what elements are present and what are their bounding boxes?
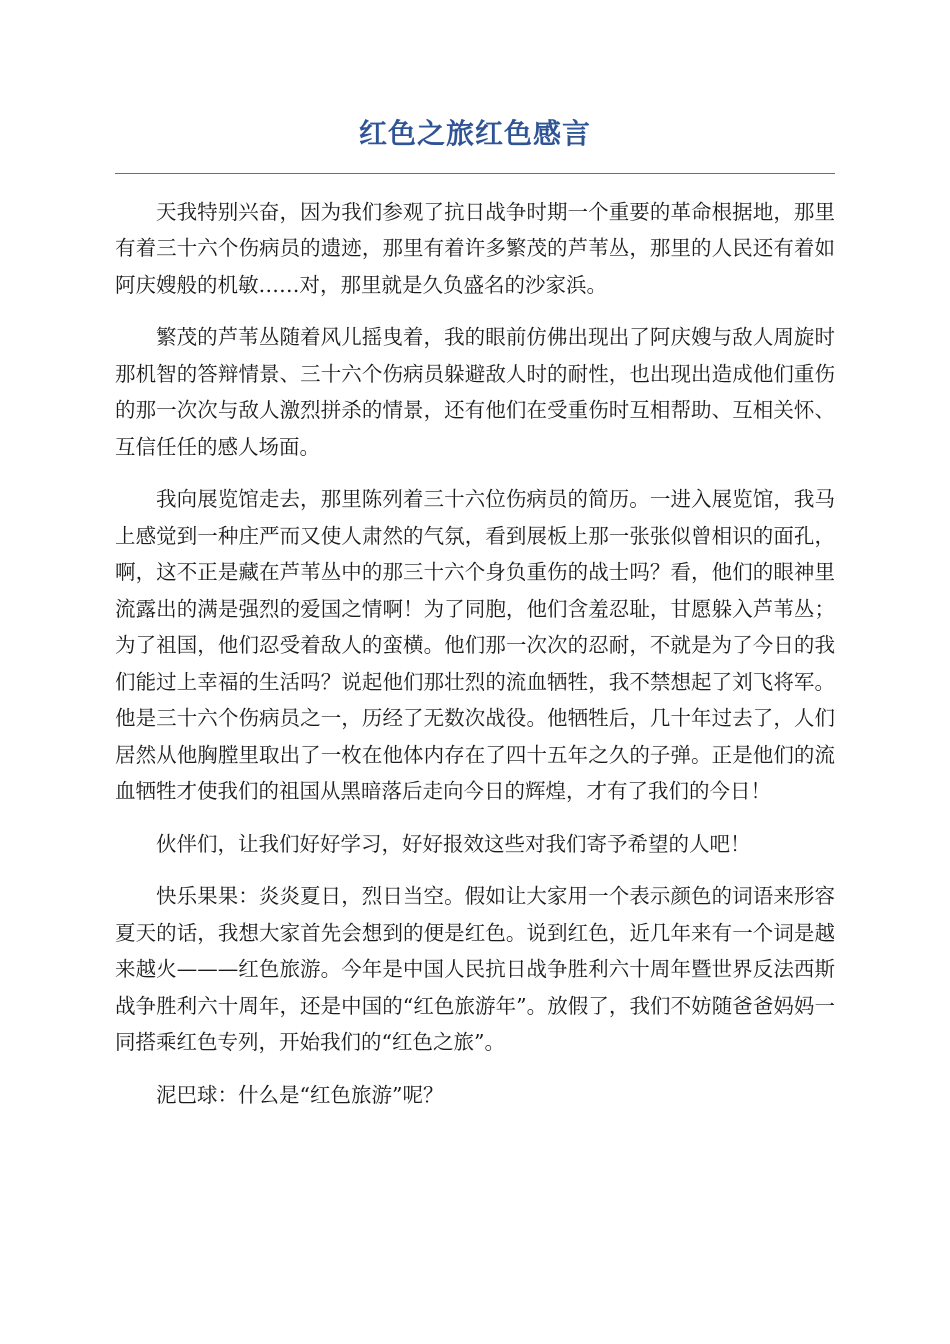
document-title: 红色之旅红色感言 — [358, 117, 591, 150]
document-body — [115, 194, 835, 1114]
paragraph-2: 繁茂的芦苇丛随着风儿摇曳着，我的眼前仿佛出现出了阿庆嫂与敌人周旋时那机智的答辩情景、三十六个伤病员躲避敌人时的耐性，也出现出造成他们重伤的那一次次与敌人激烈拼杀的情景，还有他们在受重伤时互相帮助、互相关怀、互信任任的感人场面。 — [115, 325, 835, 459]
title-underline-divider — [115, 173, 835, 174]
paragraph-5: 快乐果果：炎炎夏日，烈日当空。假如让大家用一个表示颜色的词语来形容夏天的话，我想大家首先会想到的便是红色。说到红色，近几年来有一个词是越来越火———红色旅游。今年是中国人民抗日战争胜利六十周年暨世界反法西斯战争胜利六十周年，还是中国的“红色旅游年”。放假了，我们不妨随爸爸妈妈一同搭乘红色专列，开始我们的“红色之旅”。 — [115, 884, 835, 1055]
paragraph-4: 伙伴们，让我们好好学习，好好报效这些对我们寄予希望的人吧！ — [156, 831, 751, 856]
document-page — [115, 0, 835, 1129]
paragraph-1: 天我特别兴奋，因为我们参观了抗日战争时期一个重要的革命根据地，那里有着三十六个伤病员的遗迹，那里有着许多繁茂的芦苇丛，那里的人民还有着如阿庆嫂般的机敏……对，那里就是久负盛名的沙家浜。 — [115, 199, 835, 297]
paragraph-6: 泥巴球：什么是“红色旅游”呢？ — [156, 1082, 444, 1107]
paragraph-3: 我向展览馆走去，那里陈列着三十六位伤病员的简历。一进入展览馆，我马上感觉到一种庄严而又使人肃然的气氛，看到展板上那一张张似曾相识的面孔，啊，这不正是藏在芦苇丛中的那三十六个身负重伤的战士吗？看，他们的眼神里流露出的满是强烈的爱国之情啊！为了同胞，他们含羞忍耻，甘愿躲入芦苇丛；为了祖国，他们忍受着敌人的蛮横。他们那一次次的忍耐，不就是为了今日的我们能过上幸福的生活吗？说起他们那壮烈的流血牺牲，我不禁想起了刘飞将军。他是三十六个伤病员之一，历经了无数次战役。他牺牲后，几十年过去了，人们居然从他胸膛里取出了一枚在他体内存在了四十五年之久的子弹。正是他们的流血牺牲才使我们的祖国从黑暗落后走向今日的辉煌，才有了我们的今日！ — [115, 487, 835, 804]
